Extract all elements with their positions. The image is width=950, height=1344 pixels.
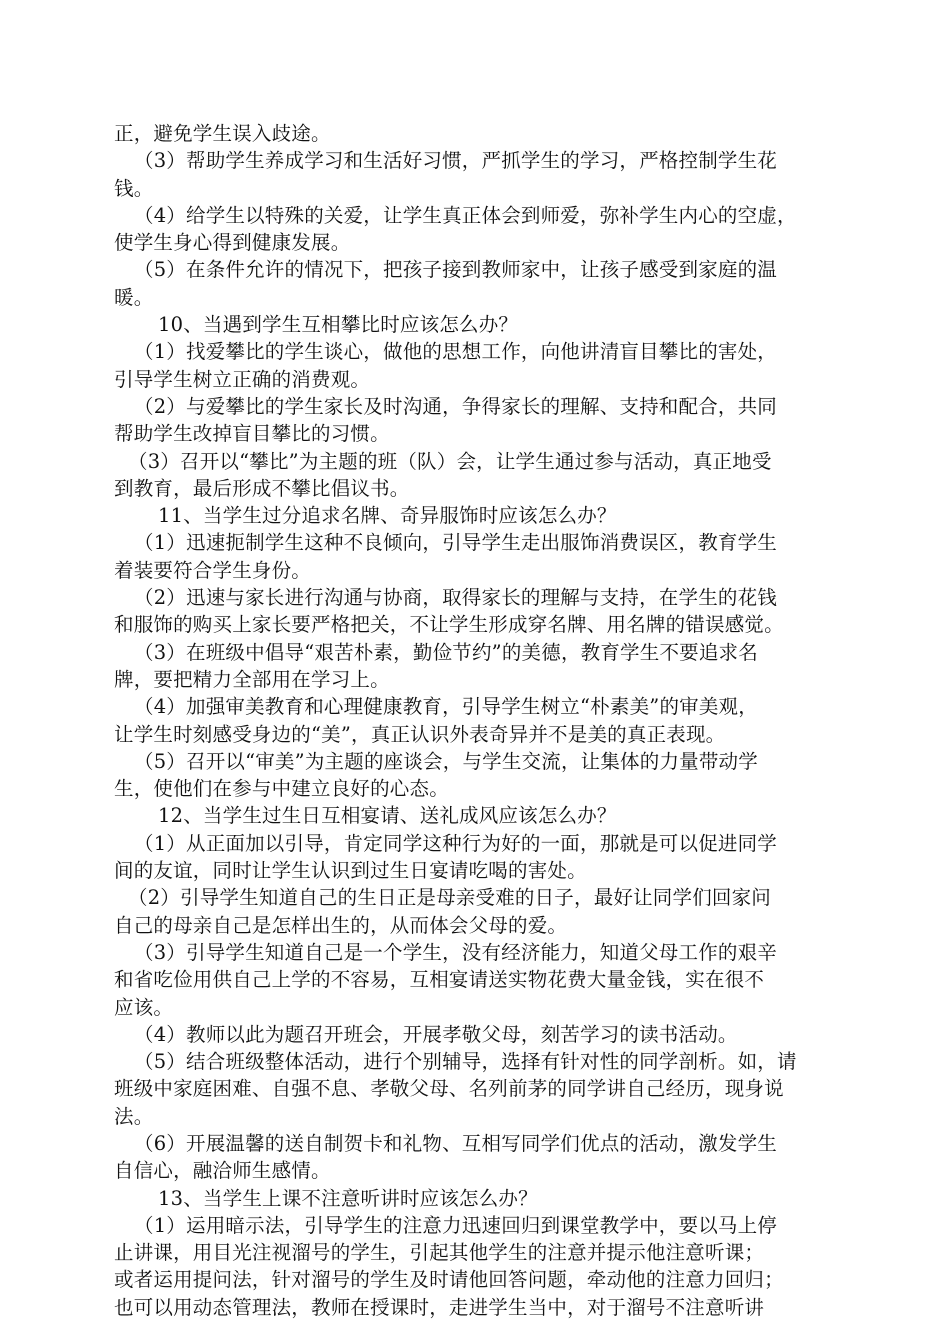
paragraph-line: 暖。 xyxy=(114,285,154,309)
paragraph-line: 帮助学生改掉盲目攀比的习惯。 xyxy=(114,422,390,446)
paragraph-line: （1）迅速扼制学生这种不良倾向，引导学生走出服饰消费误区，教育学生 xyxy=(134,531,778,555)
paragraph-line: 应该。 xyxy=(114,995,174,1019)
paragraph-line: （3）召开以“攀比”为主题的班（队）会，让学生通过参与活动，真正地受 xyxy=(128,449,772,473)
paragraph-line: 到教育，最后形成不攀比倡议书。 xyxy=(114,476,410,500)
paragraph-line: （1）找爱攀比的学生谈心，做他的思想工作，向他讲清盲目攀比的害处， xyxy=(134,340,778,364)
document-body xyxy=(114,120,846,1321)
paragraph-line: 正，避免学生误入歧途。 xyxy=(114,122,331,145)
paragraph-line: （3）引导学生知道自己是一个学生，没有经济能力，知道父母工作的艰辛 xyxy=(134,940,778,964)
paragraph-line: （2）迅速与家长进行沟通与协商，取得家长的理解与支持，在学生的花钱 xyxy=(134,586,778,610)
paragraph-line: （5）召开以“审美”为主题的座谈会，与学生交流，让集体的力量带动学 xyxy=(134,749,758,773)
paragraph-line: 着装要符合学生身份。 xyxy=(114,558,312,582)
paragraph-line: （3）在班级中倡导“艰苦朴素，勤俭节约”的美德，教育学生不要追求名 xyxy=(134,640,758,664)
paragraph-line: 让学生时刻感受身边的“美”，真正认识外表奇异并不是美的真正表现。 xyxy=(114,722,726,746)
paragraph-line: （6）开展温馨的送自制贺卡和礼物、互相写同学们优点的活动，激发学生 xyxy=(134,1131,778,1155)
paragraph-line: 自信心，融洽师生感情。 xyxy=(114,1159,331,1183)
paragraph-line: （2）与爱攀比的学生家长及时沟通，争得家长的理解、支持和配合，共同 xyxy=(134,394,778,418)
paragraph-line: （3）帮助学生养成学习和生活好习惯，严抓学生的学习，严格控制学生花 xyxy=(134,149,778,173)
section-heading: 10、当遇到学生互相攀比时应该怎么办？ xyxy=(158,313,519,337)
paragraph-line: 止讲课，用目光注视溜号的学生，引起其他学生的注意并提示他注意听课； xyxy=(114,1241,765,1265)
paragraph-line: 或者运用提问法，针对溜号的学生及时请他回答问题，牵动他的注意力回归； xyxy=(114,1268,784,1292)
paragraph-line: 生，使他们在参与中建立良好的心态。 xyxy=(114,777,449,801)
paragraph-line: 钱。 xyxy=(114,176,154,200)
paragraph-line: （4）给学生以特殊的关爱，让学生真正体会到师爱，弥补学生内心的空虚， xyxy=(134,203,797,227)
paragraph-line: （1）运用暗示法，引导学生的注意力迅速回归到课堂教学中，要以马上停 xyxy=(134,1213,778,1237)
section-heading: 13、当学生上课不注意听讲时应该怎么办？ xyxy=(158,1186,538,1210)
paragraph-line: 和省吃俭用供自己上学的不容易，互相宴请送实物花费大量金钱，实在很不 xyxy=(114,968,765,992)
section-heading: 11、当学生过分追求名牌、奇异服饰时应该怎么办？ xyxy=(158,504,617,528)
paragraph-line: 法。 xyxy=(114,1104,154,1128)
paragraph-line: 间的友谊，同时让学生认识到过生日宴请吃喝的害处。 xyxy=(114,859,587,883)
paragraph-line: 和服饰的购买上家长要严格把关，不让学生形成穿名牌、用名牌的错误感觉。 xyxy=(114,613,784,637)
paragraph-line: （4）加强审美教育和心理健康教育，引导学生树立“朴素美”的审美观， xyxy=(134,695,758,719)
paragraph-line: 也可以用动态管理法，教师在授课时，走进学生当中，对于溜号不注意听讲 xyxy=(114,1295,765,1319)
paragraph-line: 班级中家庭困难、自强不息、孝敬父母、名列前茅的同学讲自己经历，现身说 xyxy=(114,1077,784,1101)
paragraph-line: （4）教师以此为题召开班会，开展孝敬父母，刻苦学习的读书活动。 xyxy=(134,1022,738,1046)
section-heading: 12、当学生过生日互相宴请、送礼成风应该怎么办？ xyxy=(158,804,617,828)
paragraph-line: （5）在条件允许的情况下，把孩子接到教师家中，让孩子感受到家庭的温 xyxy=(134,258,778,282)
paragraph-line: 牌，要把精力全部用在学习上。 xyxy=(114,667,390,691)
paragraph-line: 使学生身心得到健康发展。 xyxy=(114,231,351,255)
paragraph-line: （1）从正面加以引导，肯定同学这种行为好的一面，那就是可以促进同学 xyxy=(134,831,778,855)
paragraph-line: （5）结合班级整体活动，进行个别辅导，选择有针对性的同学剖析。如，请 xyxy=(134,1050,797,1074)
paragraph-line: 自己的母亲自己是怎样出生的，从而体会父母的爱。 xyxy=(114,913,568,937)
paragraph-line: 引导学生树立正确的消费观。 xyxy=(114,367,371,391)
paragraph-line: （2）引导学生知道自己的生日正是母亲受难的日子，最好让同学们回家问 xyxy=(128,886,772,910)
